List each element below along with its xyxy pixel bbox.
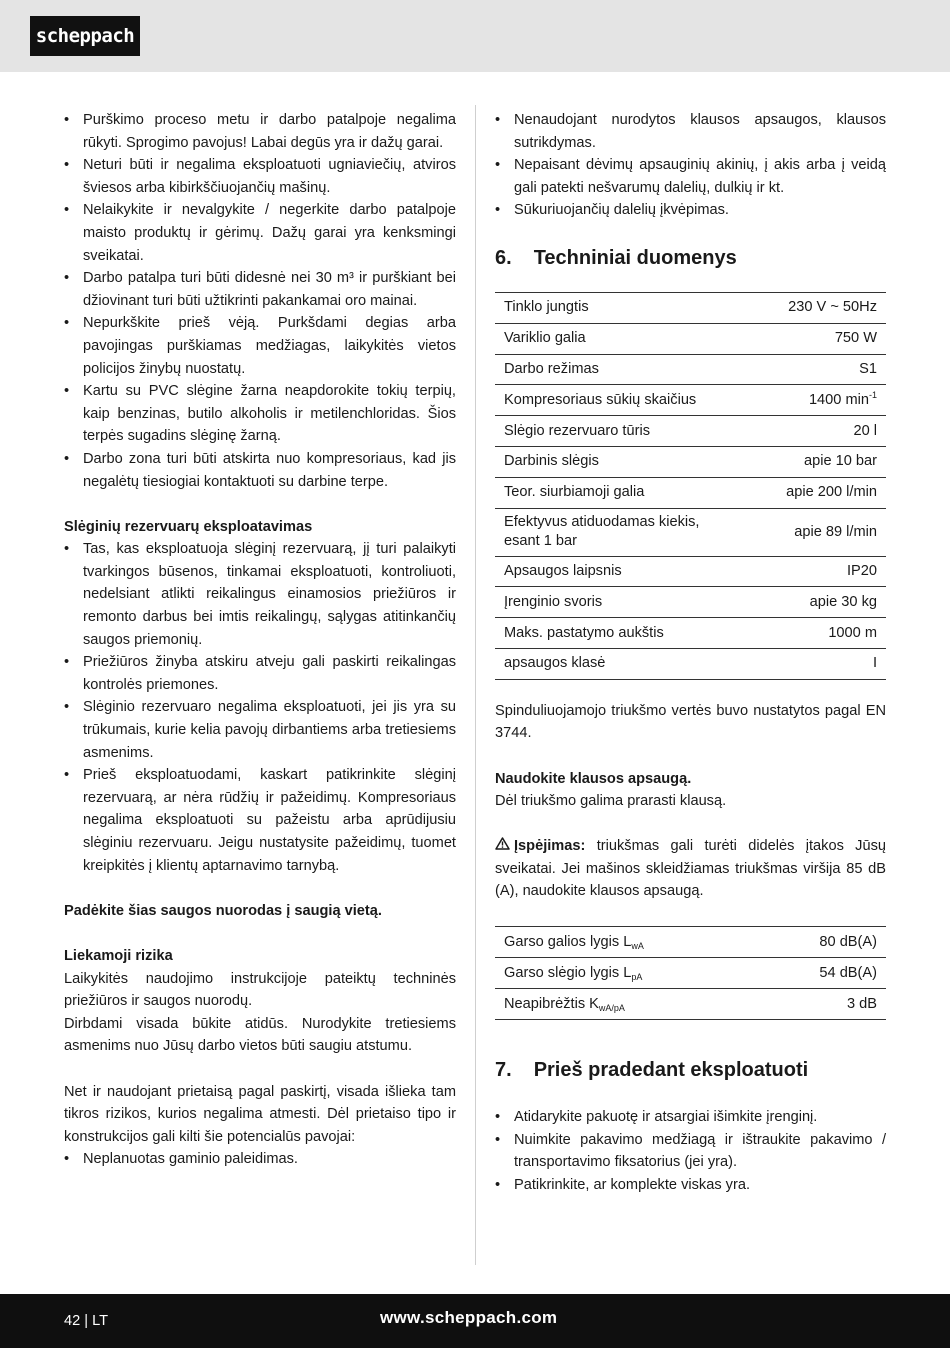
table-row bbox=[495, 508, 886, 556]
section-6-heading bbox=[495, 244, 886, 272]
section-title: Prieš pradedant eksploatuoti bbox=[533, 1059, 809, 1082]
list-item: • Nepaisant dėvimų apsauginių akinių, į akis arba į veidą gali patekti nešvarumų dalelių, dulkių ir kt. bbox=[495, 154, 886, 199]
left-column bbox=[64, 109, 456, 1171]
pressure-vessel-heading: Slėginių rezervuarų eksploatavimas bbox=[64, 518, 313, 535]
noise-label-text: Garso galios lygis L bbox=[504, 933, 632, 950]
noise-label-subscript: wA/pA bbox=[598, 1002, 625, 1013]
hearing-protection-heading: Naudokite klausos apsaugą. bbox=[495, 770, 692, 787]
spec-label: Teor. siurbiamoji galia bbox=[495, 477, 743, 508]
spec-label: Variklio galia bbox=[495, 323, 743, 354]
keep-instructions-notice: Padėkite šias saugos nuorodas į saugią vietą. bbox=[64, 902, 382, 919]
table-row bbox=[495, 354, 886, 385]
table-row bbox=[495, 958, 886, 989]
spec-label: Kompresoriaus sūkių skaičius bbox=[495, 385, 743, 416]
table-row bbox=[495, 927, 886, 958]
warning-triangle-icon bbox=[495, 835, 510, 858]
list-item: • Tas, kas eksploatuoja slėginį rezervuarą, jį turi palaikyti tvarkingos būsenos, tinkamai eksploatuoti, kontroliuoti, nedelsiant atlikti reikalingus einamosios priežiūros ir remonto darbus bei imtis reikalingų, sąlygas atitinkančių saugos priemonių. bbox=[64, 538, 456, 651]
residual-risk-paragraph: Net ir naudojant prietaisą pagal paskirtį, visada išlieka tam tikros rizikos, kurios negalima atmesti. Dėl prietaiso tipo ir konstrukcijos gali kilti šie potencialūs pavojai: bbox=[64, 1083, 456, 1145]
warning-label: Įspėjimas: bbox=[514, 838, 586, 855]
spec-value bbox=[743, 385, 886, 416]
spec-value-exponent: -1 bbox=[868, 389, 877, 400]
section-title: Techniniai duomenys bbox=[533, 246, 737, 269]
list-item: • Nelaikykite ir nevalgykite / negerkite darbo patalpoje maisto produktų ir gėrimų. Dažų garai yra kenksmingi sveikatai. bbox=[64, 199, 456, 267]
spray-safety-list bbox=[64, 109, 456, 493]
warning-text: triukšmas gali turėti didelės įtakos Jūsų sveikatai. Jei mašinos skleidžiamas triukšmas viršija 85 dB (A), naudokite klausos apsaugą. bbox=[495, 838, 886, 900]
list-item: • Sūkuriuojančių dalelių įkvėpimas. bbox=[495, 199, 886, 222]
table-row bbox=[495, 446, 886, 477]
spec-label: apsaugos klasė bbox=[495, 648, 743, 679]
spec-label: Darbo režimas bbox=[495, 354, 743, 385]
table-row bbox=[495, 385, 886, 416]
spec-label: Įrenginio svoris bbox=[495, 587, 743, 618]
list-item: • Priežiūros žinyba atskiru atveju gali paskirti reikalingas kontrolės priemones. bbox=[64, 651, 456, 696]
section-number: 6. bbox=[495, 246, 512, 269]
list-item: • Patikrinkite, ar komplekte viskas yra. bbox=[495, 1174, 886, 1197]
table-row bbox=[495, 618, 886, 649]
footer-bar bbox=[0, 1294, 950, 1348]
list-item: • Nenaudojant nurodytos klausos apsaugos, klausos sutrikdymas. bbox=[495, 109, 886, 154]
before-use-list bbox=[495, 1106, 886, 1196]
spec-value: apie 30 kg bbox=[743, 587, 886, 618]
table-row bbox=[495, 556, 886, 587]
spec-label: Darbinis slėgis bbox=[495, 446, 743, 477]
list-item: • Prieš eksploatuodami, kaskart patikrinkite slėginį rezervuarą, ar nėra rūdžių ir pažeidimų. Kompresoriaus negalima eksploatuoti su pažeistu arba aprūdijusiu slėginiu rezervuaru. Jeigu nustatysite pažeidimų, tuomet kreipkitės į klientų aptarnavimo tarnybą. bbox=[64, 764, 456, 877]
spec-value: I bbox=[743, 648, 886, 679]
table-row bbox=[495, 292, 886, 323]
noise-label-text: Neapibrėžtis K bbox=[504, 995, 599, 1012]
spec-value: apie 10 bar bbox=[743, 446, 886, 477]
spec-value: apie 89 l/min bbox=[743, 508, 886, 556]
section-7-heading bbox=[495, 1056, 886, 1084]
noise-value: 3 dB bbox=[759, 989, 886, 1020]
header-bar bbox=[0, 0, 950, 72]
column-divider bbox=[475, 105, 476, 1265]
list-item: • Darbo patalpa turi būti didesnė nei 30 m³ ir purškiant bei džiovinant turi būti užtikrinti pakankamai oro mainai. bbox=[64, 267, 456, 312]
spec-value: apie 200 l/min bbox=[743, 477, 886, 508]
spec-label: Efektyvus atiduodamas kiekis, esant 1 bar bbox=[495, 508, 743, 556]
spec-value: 1000 m bbox=[743, 618, 886, 649]
noise-value: 54 dB(A) bbox=[759, 958, 886, 989]
scheppach-logo: scheppach bbox=[30, 16, 140, 56]
noise-label bbox=[495, 958, 759, 989]
website-url: www.scheppach.com bbox=[380, 1308, 558, 1327]
residual-risk-heading: Liekamoji rizika bbox=[64, 947, 173, 964]
spec-label: Apsaugos laipsnis bbox=[495, 556, 743, 587]
list-item: • Kartu su PVC slėgine žarna neapdorokite tokių terpių, kaip benzinas, butilo alkoholis ir metilenchloridas. Šios terpės sugadins slėginę žarną. bbox=[64, 380, 456, 448]
residual-risk-paragraph: Dirbdami visada būkite atidūs. Nurodykite tretiesiems asmenims nuo Jūsų darbo vietos būti saugiu atstumu. bbox=[64, 1015, 456, 1055]
noise-value: 80 dB(A) bbox=[759, 927, 886, 958]
table-row bbox=[495, 989, 886, 1020]
spec-value: IP20 bbox=[743, 556, 886, 587]
spec-value: 230 V ~ 50Hz bbox=[743, 292, 886, 323]
list-item: • Neplanuotas gaminio paleidimas. bbox=[64, 1148, 456, 1171]
technical-data-table bbox=[495, 292, 886, 680]
noise-label bbox=[495, 989, 759, 1020]
residual-risk-list bbox=[64, 1148, 456, 1171]
table-row bbox=[495, 477, 886, 508]
spec-label: Slėgio rezervuaro tūris bbox=[495, 416, 743, 447]
list-item: • Neturi būti ir negalima eksploatuoti ugniaviečių, atviros šviesos arba kibirkščiuojančių mašinų. bbox=[64, 154, 456, 199]
noise-label-subscript: pA bbox=[631, 971, 643, 982]
spec-label: Tinklo jungtis bbox=[495, 292, 743, 323]
list-item: • Nuimkite pakavimo medžiagą ir ištraukite pakavimo / transportavimo fiksatorius (jei yra). bbox=[495, 1129, 886, 1174]
table-row bbox=[495, 648, 886, 679]
spec-value: S1 bbox=[743, 354, 886, 385]
table-row bbox=[495, 587, 886, 618]
noise-values-table bbox=[495, 926, 886, 1020]
noise-label-subscript: wA bbox=[631, 940, 644, 951]
list-item: • Atidarykite pakuotę ir atsargiai išimkite įrenginį. bbox=[495, 1106, 886, 1129]
table-row bbox=[495, 323, 886, 354]
residual-risk-paragraph: Laikykitės naudojimo instrukcijoje pateiktų techninės priežiūros ir saugos nuorodų. bbox=[64, 970, 456, 1010]
list-item: • Slėginio rezervuaro negalima eksploatuoti, jei jis yra su trūkumais, kurie kelia pavojų dirbantiems arba tretiesiems asmenims. bbox=[64, 696, 456, 764]
section-number: 7. bbox=[495, 1059, 512, 1082]
noise-label-text: Garso slėgio lygis L bbox=[504, 964, 632, 981]
noise-warning bbox=[495, 835, 886, 903]
pressure-vessel-list bbox=[64, 538, 456, 877]
spec-value: 20 l bbox=[743, 416, 886, 447]
list-item: • Purškimo proceso metu ir darbo patalpoje negalima rūkyti. Sprogimo pavojus! Labai degūs yra ir dažų garai. bbox=[64, 109, 456, 154]
hazard-list bbox=[495, 109, 886, 222]
page-number-label: 42 | LT bbox=[64, 1313, 109, 1329]
noise-measurement-note: Spinduliuojamojo triukšmo vertės buvo nustatytos pagal EN 3744. bbox=[495, 702, 886, 742]
hearing-protection-text: Dėl triukšmo galima prarasti klausą. bbox=[495, 793, 727, 810]
table-row bbox=[495, 416, 886, 447]
spec-value-text: 1400 min bbox=[808, 391, 869, 408]
noise-label bbox=[495, 927, 759, 958]
spec-label: Maks. pastatymo aukštis bbox=[495, 618, 743, 649]
right-column bbox=[495, 109, 886, 1196]
list-item: • Darbo zona turi būti atskirta nuo kompresoriaus, kad jis negalėtų tiesiogiai kontaktuoti su darbine terpe. bbox=[64, 448, 456, 493]
spec-value: 750 W bbox=[743, 323, 886, 354]
list-item: • Nepurkškite prieš vėją. Purkšdami degias arba pavojingas purškiamas medžiagas, laikykitės vietos policijos žinybų nuostatų. bbox=[64, 312, 456, 380]
